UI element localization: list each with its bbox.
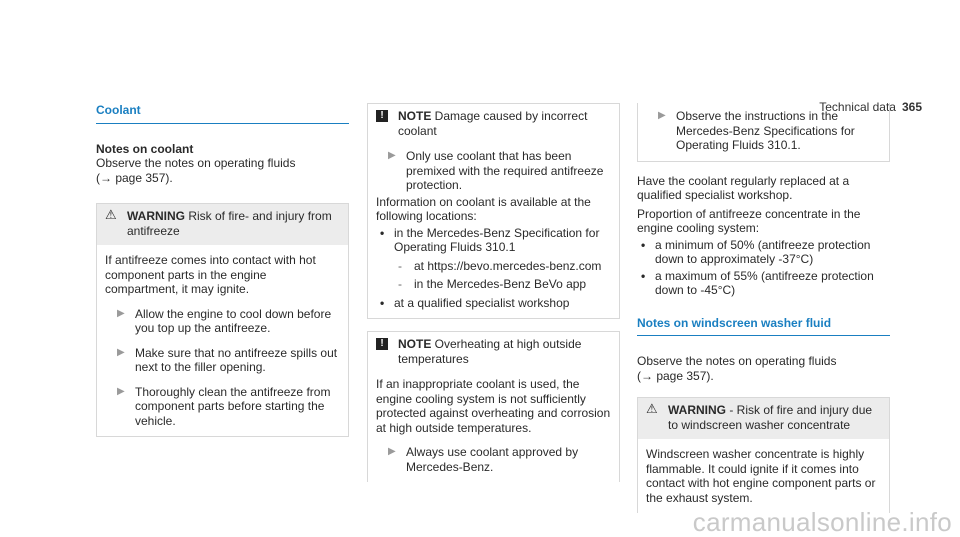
arrow-right-icon: ▶: [388, 150, 396, 161]
note-header: [368, 104, 619, 145]
watermark: carmanualsonline.info: [692, 506, 952, 537]
dash-item: - at https://bevo.mercedes-benz.com: [398, 258, 602, 273]
note-box-overheating: [367, 331, 620, 482]
warning-body: [638, 439, 889, 513]
exclamation-icon: !: [376, 110, 388, 122]
bullet-item: • at a qualified specialist workshop: [380, 295, 570, 310]
warning-head-text: - Risk of fire and injury due to windscreen washer concentrate: [668, 403, 873, 432]
step-item: ▶ Always use coolant approved by Mercedes-Benz.: [388, 445, 579, 474]
column-1: [96, 103, 349, 437]
page-number: 365: [901, 100, 922, 114]
warning-text: Windscreen washer concentrate is highly flammable. It could ignite if it comes into contact with hot engine component parts or the exhaust system.: [646, 447, 876, 505]
step-item: ▶ Only use coolant that has been premixed with the required antifreeze protection.: [388, 149, 604, 192]
note-label: NOTE: [398, 109, 432, 123]
warning-body: [97, 245, 348, 436]
note-body: [368, 373, 619, 482]
page-reference-link[interactable]: (→ page 357).: [96, 170, 173, 185]
warning-header: [97, 204, 348, 245]
bevo-url-link[interactable]: at https://bevo.mercedes-benz.com: [414, 258, 602, 273]
notes-heading: Notes on coolant: [96, 141, 194, 156]
bullet-dot: •: [380, 295, 385, 310]
info-text: Information on coolant is available at the following locations:: [376, 194, 591, 223]
note-box-incorrect-coolant: [367, 103, 620, 319]
column-3: [637, 103, 890, 513]
section-title-coolant: Coolant: [96, 103, 349, 124]
note-header: [368, 332, 619, 373]
warning-text: If antifreeze comes into contact with hot component parts in the engine compartment, it may ignite.: [105, 253, 316, 296]
note-head-text: Damage caused by incorrect coolant: [398, 109, 588, 138]
notes-text: Observe the notes on operating fluids: [96, 156, 296, 170]
note-head-text: Overheating at high outside temperatures: [398, 337, 582, 366]
warning-triangle-icon: ⚠: [105, 207, 117, 222]
step-item: ▶ Thoroughly clean the antifreeze from component parts before starting the vehicle.: [117, 384, 331, 428]
arrow-right-icon: ▶: [117, 307, 125, 319]
arrow-right-icon: ▶: [658, 110, 666, 121]
bullet-dot: •: [641, 237, 646, 252]
warning-triangle-icon: ⚠: [646, 401, 658, 416]
warning-box: [637, 397, 890, 513]
continued-note-body: [638, 103, 889, 161]
warning-label: WARNING: [668, 403, 726, 417]
arrow-right-icon: ▶: [117, 346, 125, 358]
continued-note-box: [637, 103, 890, 162]
step-item: ▶ Observe the instructions in the Mercedes-Benz Specifications for Operating Fluids 310.1.: [658, 109, 855, 152]
bullet-item: • in the Mercedes-Benz Specification for Operating Fluids 310.1: [380, 225, 600, 254]
dash-item: - in the Mercedes-Benz BeVo app: [398, 277, 587, 291]
arrow-right-icon: ▶: [117, 385, 125, 397]
header-title: Technical data: [819, 100, 896, 114]
section-title-washer-fluid: Notes on windscreen washer fluid: [637, 316, 890, 337]
warning-box: [96, 203, 349, 437]
bullet-item: • a maximum of 55% (antifreeze protection down to -45°C): [641, 268, 874, 297]
step-item: ▶ Make sure that no antifreeze spills out next to the filler opening.: [117, 345, 338, 374]
warning-head-text: Risk of fire- and injury from antifreeze: [127, 209, 332, 238]
step-item: ▶ Allow the engine to cool down before you top up the antifreeze.: [117, 306, 332, 335]
notes-text: Observe the notes on operating fluids: [637, 354, 837, 368]
note-body: [368, 145, 619, 318]
exclamation-icon: !: [376, 338, 388, 350]
paragraph: Have the coolant regularly replaced at a qualified specialist workshop.: [637, 173, 850, 202]
bullet-item: • a minimum of 50% (antifreeze protection down to approximately -37°C): [641, 237, 871, 266]
note-text: If an inappropriate coolant is used, the engine cooling system is not sufficiently protected against overheating and corrosion at high outside temperatures.: [376, 377, 611, 435]
warning-label: WARNING: [127, 209, 185, 223]
paragraph: Proportion of antifreeze concentrate in the engine cooling system:: [637, 206, 861, 235]
bullet-dot: •: [380, 225, 385, 240]
arrow-right-icon: ▶: [388, 446, 396, 457]
note-label: NOTE: [398, 337, 432, 351]
column-2: [367, 103, 620, 482]
page-reference-link[interactable]: (→ page 357).: [637, 368, 714, 383]
bullet-dot: •: [641, 268, 646, 283]
warning-header: [638, 398, 889, 439]
